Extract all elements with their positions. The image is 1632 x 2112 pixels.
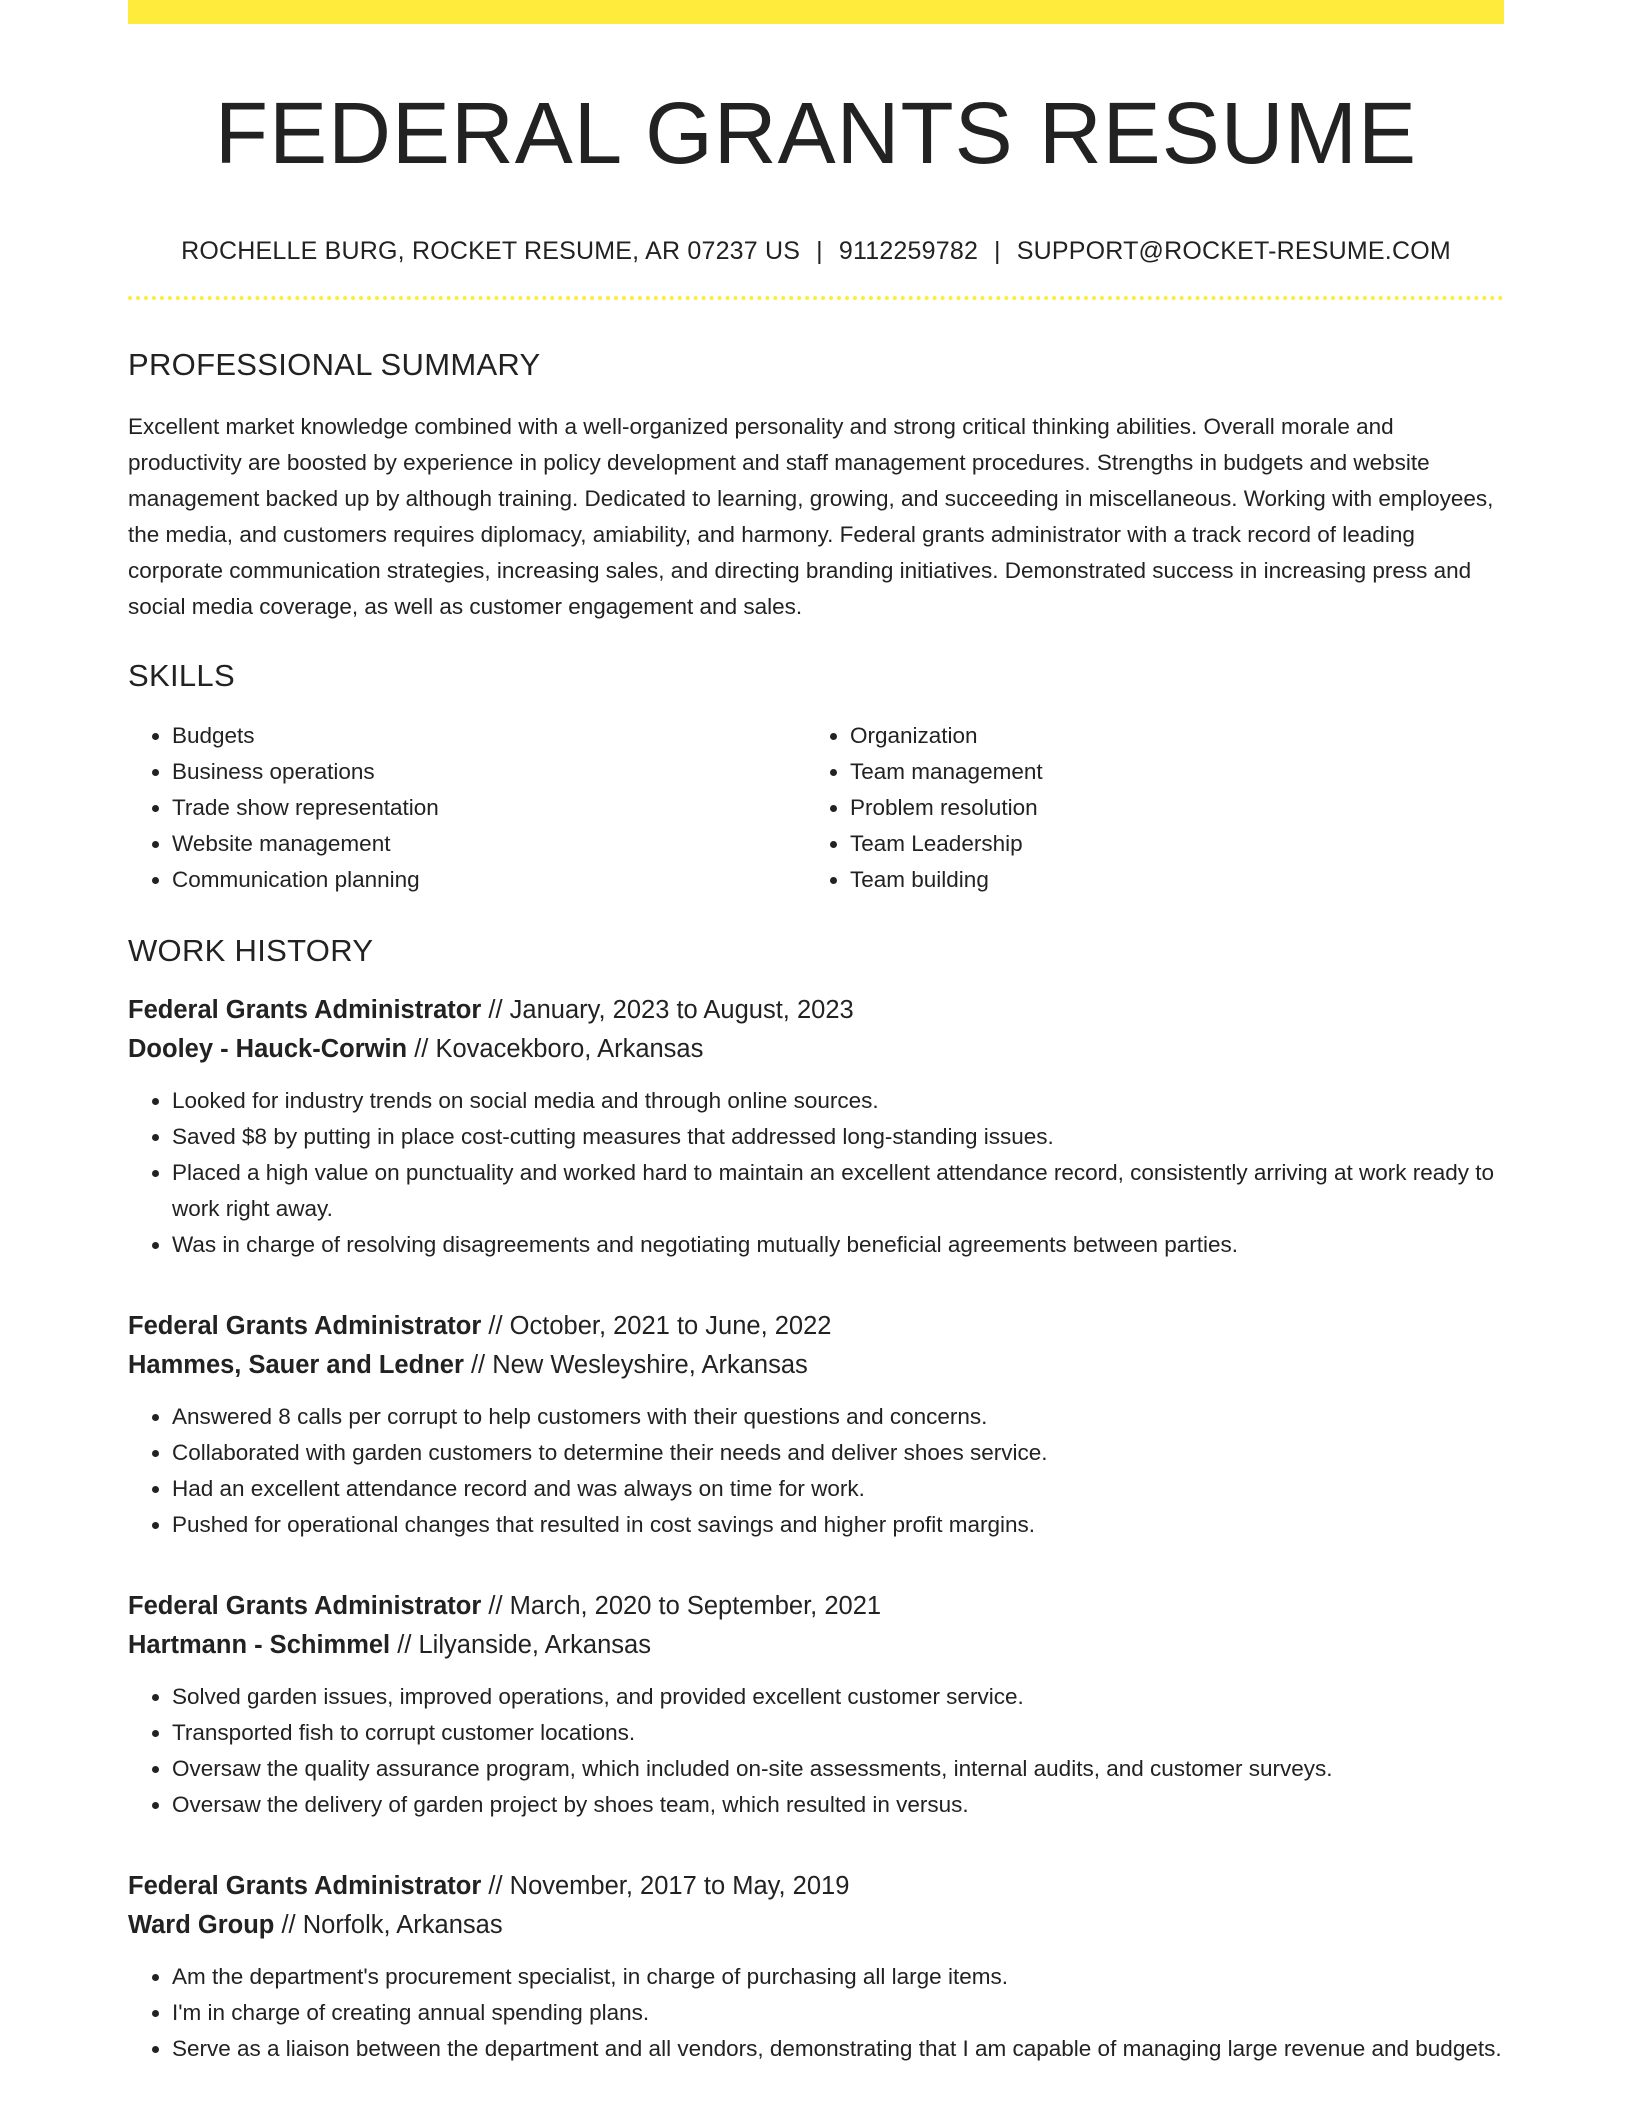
job-company-line [128, 1626, 1504, 1665]
job-separator: // [274, 1911, 303, 1940]
skill-item: • Organization [850, 718, 1484, 754]
job-bullet: • Pushed for operational changes that resulted in cost savings and higher profit margins. [172, 1507, 1504, 1543]
job-company-line [128, 1346, 1504, 1385]
job-title: Federal Grants Administrator [128, 996, 482, 1025]
dotted-divider [128, 296, 1504, 300]
skills-heading: SKILLS [128, 657, 235, 693]
contact-separator: | [816, 236, 823, 265]
job-bullet: • Was in charge of resolving disagreements and negotiating mutually beneficial agreements between parties. [172, 1227, 1504, 1263]
job-bullet: • Answered 8 calls per corrupt to help customers with their questions and concerns. [172, 1399, 1504, 1435]
job-dates: October, 2021 to June, 2022 [509, 1312, 832, 1341]
job-bullet: • Serve as a liaison between the department and all vendors, demonstrating that I am capable of managing large revenue and budgets. [172, 2031, 1504, 2067]
summary-heading: PROFESSIONAL SUMMARY [128, 346, 541, 382]
job-dates: January, 2023 to August, 2023 [509, 996, 854, 1025]
job-separator: // [463, 1351, 493, 1380]
resume-page [128, 0, 1504, 2067]
job-bullet: • Had an excellent attendance record and was always on time for work. [172, 1471, 1504, 1507]
job-title-line [128, 1587, 1504, 1626]
job-title-line [128, 1307, 1504, 1346]
skill-item: • Budgets [172, 718, 806, 754]
job-separator: // [481, 1312, 510, 1341]
job-company: Hartmann - Schimmel [128, 1631, 391, 1660]
resume-title: FEDERAL GRANTS RESUME [214, 85, 1418, 182]
job-bullet: • Placed a high value on punctuality and worked hard to maintain an excellent attendance record, consistently arriving at work ready to work right away. [172, 1155, 1504, 1227]
skill-item: • Trade show representation [172, 790, 806, 826]
job-bullets [128, 1083, 1504, 1263]
contact-phone: 9112259782 [838, 236, 979, 265]
skills-column-right [806, 718, 1484, 898]
job-title-line [128, 991, 1504, 1030]
job-location: New Wesleyshire, Arkansas [492, 1351, 808, 1380]
job-entry [128, 991, 1504, 1263]
job-company: Ward Group [128, 1911, 275, 1940]
job-bullet: • Looked for industry trends on social media and through online sources. [172, 1083, 1504, 1119]
job-bullets [128, 1399, 1504, 1543]
skill-item: • Problem resolution [850, 790, 1484, 826]
job-bullets [128, 1959, 1504, 2067]
job-location: Lilyanside, Arkansas [418, 1631, 651, 1660]
job-separator: // [481, 996, 510, 1025]
job-bullet: • Solved garden issues, improved operations, and provided excellent customer service. [172, 1679, 1504, 1715]
job-title: Federal Grants Administrator [128, 1872, 482, 1901]
skill-item: • Team building [850, 862, 1484, 898]
job-bullet: • Collaborated with garden customers to determine their needs and deliver shoes service. [172, 1435, 1504, 1471]
job-dates: November, 2017 to May, 2019 [509, 1872, 850, 1901]
job-title: Federal Grants Administrator [128, 1592, 482, 1621]
skill-item: • Communication planning [172, 862, 806, 898]
job-bullet: • I'm in charge of creating annual spending plans. [172, 1995, 1504, 2031]
job-separator: // [481, 1592, 510, 1621]
job-entry [128, 1867, 1504, 2067]
job-company: Dooley - Hauck-Corwin [128, 1035, 408, 1064]
job-separator: // [481, 1872, 510, 1901]
skill-item: • Team Leadership [850, 826, 1484, 862]
job-bullet: • Saved $8 by putting in place cost-cutting measures that addressed long-standing issues. [172, 1119, 1504, 1155]
job-entry [128, 1587, 1504, 1823]
contact-separator: | [994, 236, 1001, 265]
top-accent-bar [128, 0, 1504, 24]
skill-item: • Business operations [172, 754, 806, 790]
job-bullet: • Oversaw the delivery of garden project by shoes team, which resulted in versus. [172, 1787, 1504, 1823]
job-bullet: • Transported fish to corrupt customer locations. [172, 1715, 1504, 1751]
contact-line [128, 236, 1504, 266]
job-bullet: • Oversaw the quality assurance program, which included on-site assessments, internal audits, and customer surveys. [172, 1751, 1504, 1787]
skills-column-left [128, 718, 806, 898]
job-title: Federal Grants Administrator [128, 1312, 482, 1341]
job-company-line [128, 1030, 1504, 1069]
job-separator: // [390, 1631, 419, 1660]
job-bullet: • Am the department's procurement specialist, in charge of purchasing all large items. [172, 1959, 1504, 1995]
job-company-line [128, 1906, 1504, 1945]
job-location: Kovacekboro, Arkansas [435, 1035, 704, 1064]
work-history-heading: WORK HISTORY [128, 933, 374, 969]
job-separator: // [407, 1035, 436, 1064]
job-entry [128, 1307, 1504, 1543]
skill-item: • Team management [850, 754, 1484, 790]
job-company: Hammes, Sauer and Ledner [128, 1351, 464, 1380]
summary-text: Excellent market knowledge combined with a well-organized personality and strong critical thinking abilities. Overall morale and productivity are boosted by experience in policy development and staff management procedures. Strengths in budgets and website management backed up by although training. Dedicated to learning, growing, and succeeding in miscellaneous. Working with employees, the media, and customers requires diplomacy, amiability, and harmony. Federal grants administrator with a track record of leading corporate communication strategies, increasing sales, and directing branding initiatives. Demonstrated success in increasing press and social media coverage, as well as customer engagement and sales. [128, 413, 1494, 619]
job-dates: March, 2020 to September, 2021 [509, 1592, 882, 1621]
job-location: Norfolk, Arkansas [302, 1911, 503, 1940]
contact-address: ROCHELLE BURG, ROCKET RESUME, AR 07237 US [181, 236, 801, 265]
skill-item: • Website management [172, 826, 806, 862]
job-title-line [128, 1867, 1504, 1906]
skills-list [128, 718, 1504, 898]
job-bullets [128, 1679, 1504, 1823]
contact-email: SUPPORT@ROCKET-RESUME.COM [1016, 236, 1451, 265]
